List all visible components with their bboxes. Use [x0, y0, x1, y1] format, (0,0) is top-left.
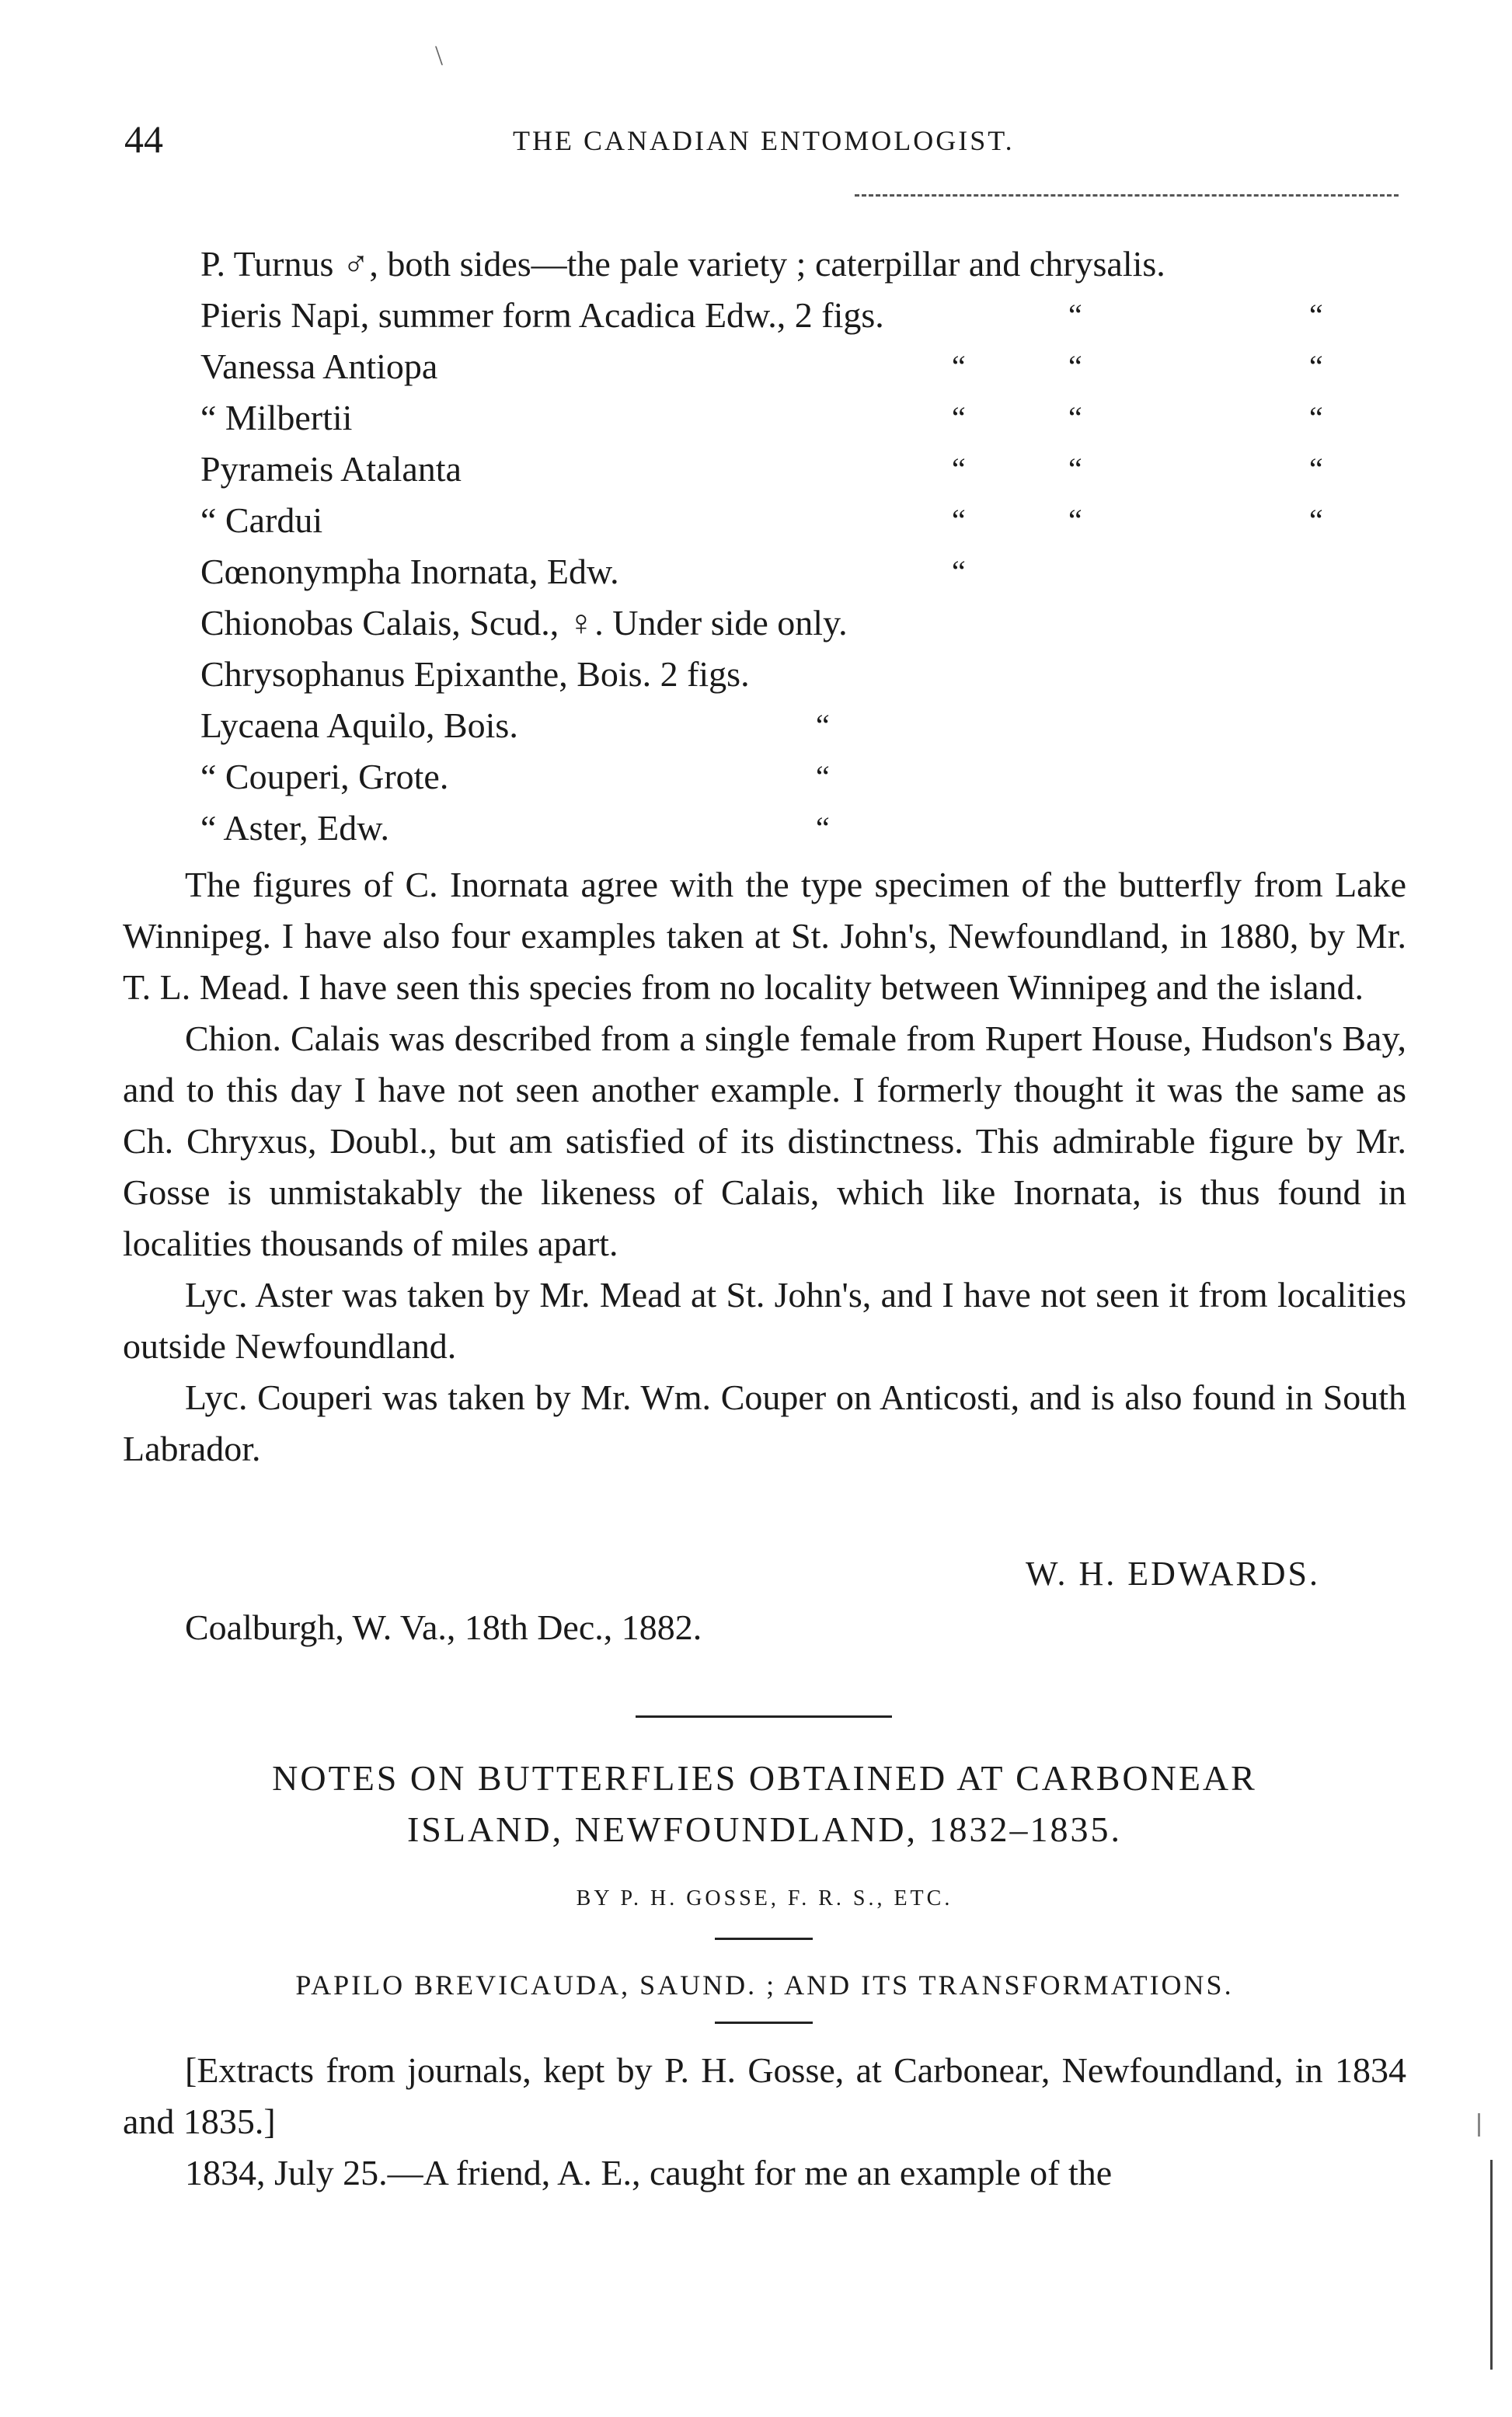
ditto-mark: “	[816, 708, 830, 743]
ditto-mark: “	[952, 503, 966, 538]
subhead-rule	[715, 2022, 813, 2024]
ditto-mark: “	[1309, 298, 1323, 333]
page-number: 44	[124, 117, 163, 161]
ditto-mark: “	[952, 400, 966, 435]
commentary	[123, 859, 1406, 1475]
ditto-mark: “	[952, 349, 966, 384]
ditto-mark: “	[1309, 451, 1323, 486]
article-title	[123, 1753, 1406, 1855]
page-header	[124, 117, 1430, 171]
plate-name: “ Cardui	[200, 500, 323, 540]
paragraph: [Extracts from journals, kept by P. H. Gosse, at Carbonear, Newfoundland, in 1834 and 1835.]	[123, 2050, 1406, 2141]
ditto-mark: “	[1309, 349, 1323, 384]
ditto-mark: “	[1068, 451, 1082, 486]
scan-edge-mark	[1478, 2113, 1480, 2137]
running-title: THE CANADIAN ENTOMOLOGIST.	[513, 125, 1015, 156]
ditto-mark: “	[1309, 400, 1323, 435]
byline: BY P. H. GOSSE, F. R. S., ETC.	[576, 1886, 953, 1910]
ditto-mark: “	[816, 810, 830, 845]
signature: W. H. EDWARDS.	[1026, 1555, 1320, 1593]
paragraph: The figures of C. Inornata agree with the type specimen of the butterfly from Lake Winnipeg. I have also four examples taken at St. John's, Newfoundland, in 1880, by Mr. T. L. Mead. I have seen this species from no locality between Winnipeg and the island.	[123, 865, 1406, 1007]
ditto-mark: “	[816, 759, 830, 794]
ditto-mark: “	[1309, 503, 1323, 538]
article-title-line: ISLAND, NEWFOUNDLAND, 1832–1835.	[406, 1809, 1123, 1849]
ditto-mark: “	[1068, 400, 1082, 435]
plate-name: Cœnonympha Inornata, Edw.	[200, 552, 619, 591]
plate-name: Vanessa Antiopa	[200, 347, 438, 386]
paragraph: Chion. Calais was described from a single female from Rupert House, Hudson's Bay, and to this day I have not seen another example. I formerly thought it was the same as Ch. Chryxus, Doubl., but am satisfied of its distinctness. This admirable figure by Mr. Gosse is unmistakably the likeness of Calais, which like Inornata, is thus found in localities thousands of miles apart.	[123, 1019, 1406, 1263]
article-body	[123, 2045, 1406, 2199]
byline-rule	[715, 1938, 813, 1940]
subhead: PAPILO BREVICAUDA, SAUND. ; AND ITS TRANSFORMATIONS.	[295, 1969, 1234, 2001]
paragraph: 1834, July 25.—A friend, A. E., caught for me an example of the	[185, 2153, 1113, 2192]
plate-name: “ Milbertii	[200, 398, 353, 437]
article-title-line: NOTES ON BUTTERFLIES OBTAINED AT CARBONEAR	[272, 1758, 1257, 1798]
ditto-mark: “	[952, 554, 966, 589]
scan-edge-bar	[1490, 2160, 1493, 2370]
ditto-mark: “	[1068, 503, 1082, 538]
paragraph: Lyc. Couperi was taken by Mr. Wm. Couper on Anticosti, and is also found in South Labrador.	[123, 1377, 1406, 1468]
header-rule	[855, 194, 1399, 197]
section-rule	[636, 1715, 892, 1718]
dateline: Coalburgh, W. Va., 18th Dec., 1882.	[185, 1607, 702, 1647]
ditto-mark: “	[1068, 349, 1082, 384]
plate-name: P. Turnus ♂, both sides—the pale variety ; caterpillar and chrysalis.	[200, 244, 1165, 284]
paragraph: Lyc. Aster was taken by Mr. Mead at St. John's, and I have not seen it from localities outside Newfoundland.	[123, 1275, 1406, 1366]
plate-name: Pieris Napi, summer form Acadica Edw., 2 figs.	[200, 295, 884, 335]
plate-name: Lycaena Aquilo, Bois.	[200, 705, 518, 745]
stray-mark: \	[435, 40, 444, 71]
plate-name: “ Aster, Edw.	[200, 808, 390, 848]
plate-name: “ Couperi, Grote.	[200, 757, 449, 796]
plate-name: Chionobas Calais, Scud., ♀. Under side only.	[200, 603, 848, 643]
plate-name: Pyrameis Atalanta	[200, 449, 462, 489]
ditto-mark: “	[1068, 298, 1082, 333]
plate-name: Chrysophanus Epixanthe, Bois. 2 figs.	[200, 654, 750, 694]
ditto-mark: “	[952, 451, 966, 486]
